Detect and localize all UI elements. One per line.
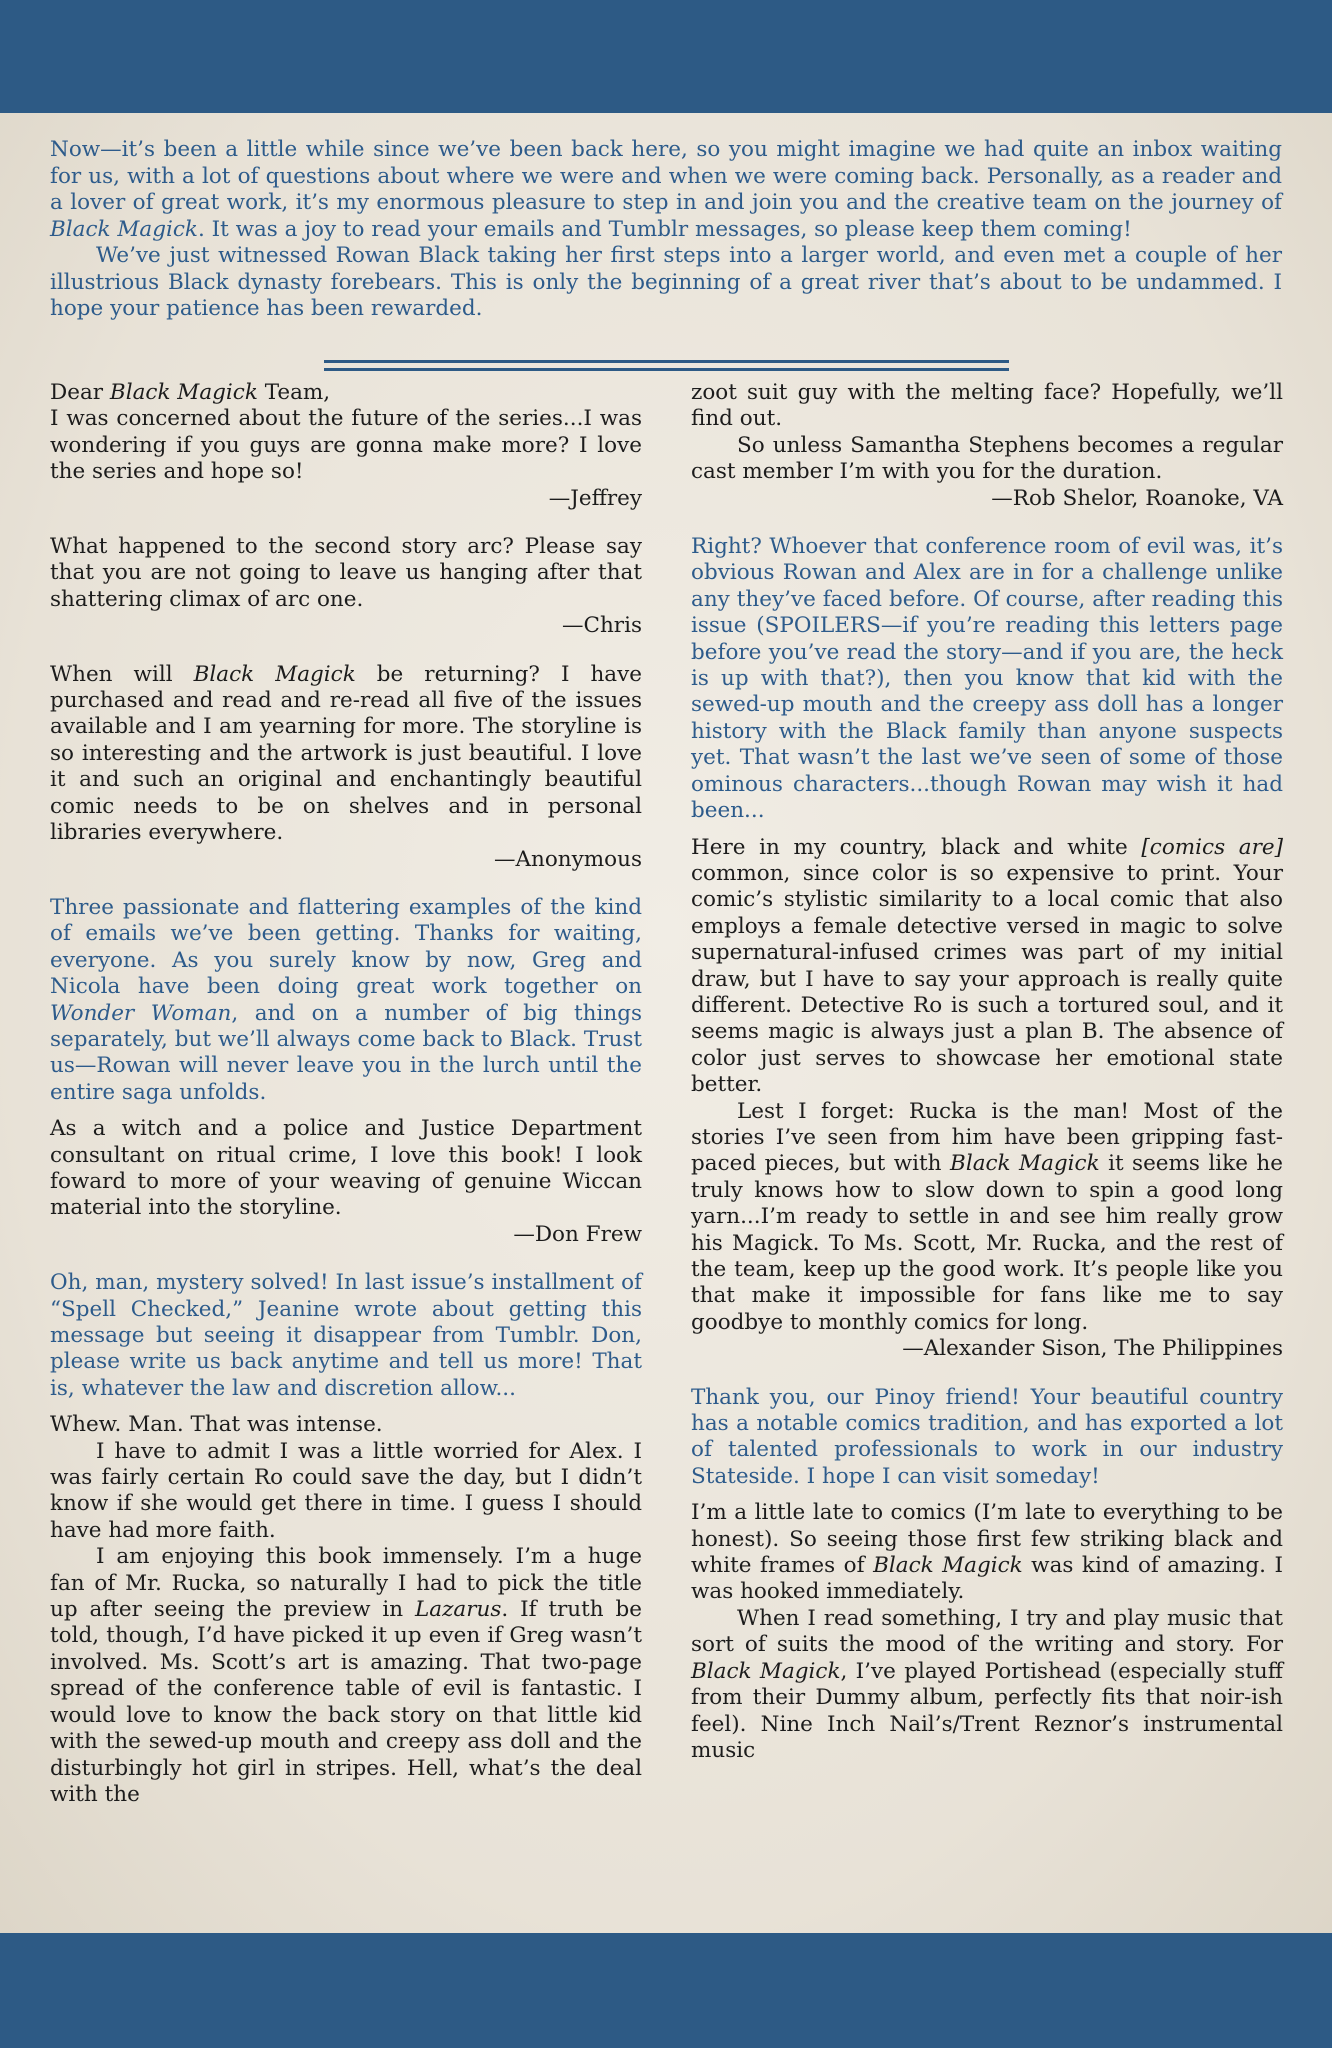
editor-reply-2: Oh, man, mystery solved! In last issue’s installment of “Spell Checked,” Jeanine wrote about getting this message but seeing it disappear from Tumblr. Don, please write us back anytime and tell us more! That is, whatever the law and discretion allow... bbox=[50, 1270, 642, 1401]
editor-reply-1: Three passionate and flattering examples of the kind of emails we’ve been getting. Thanks for waiting, everyone. As you surely know by now, Greg and Nicola have been doing great work together on Wonder Woman, and on a number of big things separately, but we’ll always come back to Black. Trust us—Rowan will never leave you in the lurch until the entire saga unfolds. bbox=[50, 894, 642, 1105]
signature-chris: —Chris bbox=[562, 613, 642, 639]
editor-reply-3: Right? Whoever that conference room of evil was, it’s obvious Rowan and Alex are in for a challenge unlike any they’ve faced before. Of course, after reading this issue (SPOILERS—if you’re reading this letters page before you’ve read the story—and if you are, the heck is up with that?), then you know that kid with the sewed-up mouth and the creepy ass doll has a longer history with the Black family than anyone suspects yet. That wasn’t the last we’ve seen of some of those ominous characters...though Rowan may wish it had been... bbox=[691, 534, 1283, 824]
letter-rob-shelor-opening: Whew. Man. That was intense. bbox=[50, 1412, 383, 1438]
letter-late-reader-p2: When I read something, I try and play music that sort of suits the mood of the writing and story. For Black Magick, I’ve played Portishead (especially stuff from their Dummy album, perfectly fits that noir-ish feel). Nine Inch Nail’s/Trent Reznor’s instrumental music bbox=[691, 1605, 1283, 1763]
divider-rule-top bbox=[324, 360, 1009, 363]
letter-rob-shelor-p2: I have to admit I was a little worried for Alex. I was fairly certain Ro could save the day, but I didn’t know if she would get there in time. I guess I should have had more faith. bbox=[50, 1438, 642, 1543]
intro-text bbox=[50, 137, 1282, 323]
letter-rob-shelor-p3: I am enjoying this book immensely. I’m a huge fan of Mr. Rucka, so naturally I had to pick the title up after seeing the preview in Lazarus. If truth be told, though, I’d have picked it up even if Greg wasn’t involved. Ms. Scott’s art is amazing. That two-page spread of the conference table of evil is fantastic. I would love to know the back story on that little kid with the sewed-up mouth and creepy ass doll and the disturbingly hot girl in stripes. Hell, what’s the deal with the bbox=[50, 1544, 642, 1807]
divider-rule-bottom bbox=[324, 368, 1009, 371]
letter-don-frew: As a witch and a police and Justice Department consultant on ritual crime, I love this book! I look foward to more of your weaving of genuine Wiccan material into the storyline. bbox=[50, 1116, 642, 1221]
left-column bbox=[50, 380, 642, 1808]
intro-paragraph-1: Now—it’s been a little while since we’ve been back here, so you might imagine we had quite an inbox waiting for us, with a lot of questions about where we were and when we were coming back. Personally, as a reader and a lover of great work, it’s my enormous pleasure to step in and join you and the creative team on the journey of Black Magick. It was a joy to read your emails and Tumblr messages, so please keep them coming! bbox=[50, 137, 1282, 242]
right-column bbox=[691, 380, 1283, 1764]
signature-rob-shelor: —Rob Shelor, Roanoke, VA bbox=[991, 485, 1283, 511]
letter-anonymous: When will Black Magick be returning? I have purchased and read and re-read all five of the issues available and I am yearning for more. The storyline is so interesting and the artwork is just beautiful. I love it and such an original and enchantingly beautiful comic needs to be on shelves and in personal libraries everywhere. bbox=[50, 661, 642, 846]
letter-salutation: Dear Black Magick Team, bbox=[50, 380, 331, 405]
letter-chris: What happened to the second story arc? Please say that you are not going to leave us hanging after that shattering climax of arc one. bbox=[50, 534, 642, 612]
signature-alexander-sison: —Alexander Sison, The Philippines bbox=[902, 1336, 1283, 1362]
letter-jeffrey: I was concerned about the future of the series...I was wondering if you guys are gonna make more? I love the series and hope so! bbox=[50, 406, 642, 485]
signature-jeffrey: —Jeffrey bbox=[548, 485, 642, 511]
letter-alexander-sison-p2: Lest I forget: Rucka is the man! Most of the stories I’ve seen from him have been gripping fast-paced pieces, but with Black Magick it seems like he truly knows how to slow down to spin a good long yarn...I’m ready to settle in and see him really grow his Magick. To Ms. Scott, Mr. Rucka, and the rest of the team, keep up the good work. It’s people like you that make it impossible for fans like me to say goodbye to monthly comics for long. bbox=[691, 1098, 1283, 1335]
letter-late-reader-p1: I’m a little late to comics (I’m late to everything to be honest). So seeing those first few striking black and white frames of Black Magick was kind of amazing. I was hooked immediately. bbox=[691, 1500, 1283, 1605]
bottom-border-band bbox=[0, 1933, 1332, 2048]
letter-alexander-sison-p1: Here in my country, black and white [comics are] common, since color is so expensive to print. Your comic’s stylistic similarity to a local comic that also employs a female detective versed in magic to solve supernatural-infused crimes was part of my initial draw, but I have to say your approach is really quite different. Detective Ro is such a tortured soul, and it seems magic is always just a plan B. The absence of color just serves to showcase her emotional state better. bbox=[691, 834, 1283, 1098]
signature-anonymous: —Anonymous bbox=[493, 846, 642, 872]
letter-rob-shelor-p4: So unless Samantha Stephens becomes a regular cast member I’m with you for the duration. bbox=[691, 432, 1283, 485]
intro-paragraph-2: We’ve just witnessed Rowan Black taking her first steps into a larger world, and even met a couple of her illustrious Black dynasty forebears. This is only the beginning of a great river that’s about to be undammed. I hope your patience has been rewarded. bbox=[50, 243, 1282, 321]
top-border-band bbox=[0, 0, 1332, 113]
editor-reply-4: Thank you, our Pinoy friend! Your beautiful country has a notable comics tradition, and has exported a lot of talented professionals to work in our industry Stateside. I hope I can visit someday! bbox=[691, 1384, 1283, 1489]
letter-rob-shelor-continued: zoot suit guy with the melting face? Hopefully, we’ll find out. bbox=[691, 380, 1283, 432]
signature-don-frew: —Don Frew bbox=[513, 1221, 642, 1247]
